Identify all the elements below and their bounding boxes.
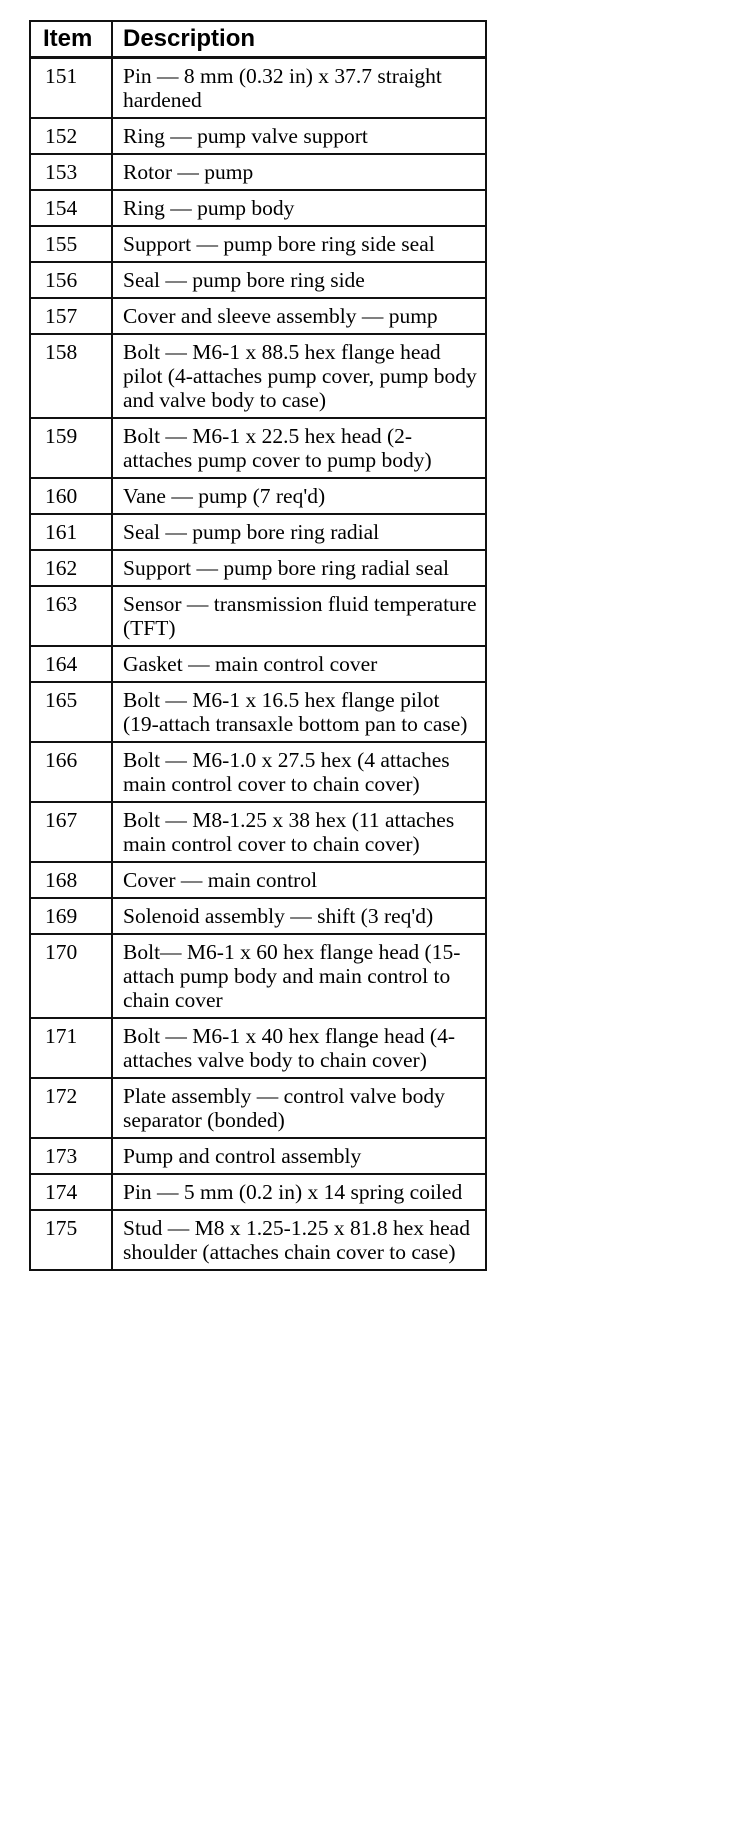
item-number-cell: 168 xyxy=(30,862,112,898)
description-cell: Solenoid assembly — shift (3 req'd) xyxy=(112,898,486,934)
item-number-cell: 158 xyxy=(30,334,112,418)
item-number-cell: 173 xyxy=(30,1138,112,1174)
description-cell: Bolt — M6-1 x 88.5 hex flange head pilot (4-attaches pump cover, pump body and valve body to case) xyxy=(112,334,486,418)
item-number-cell: 165 xyxy=(30,682,112,742)
item-number-cell: 163 xyxy=(30,586,112,646)
item-number-cell: 175 xyxy=(30,1210,112,1270)
table-row xyxy=(30,586,486,646)
item-number-cell: 153 xyxy=(30,154,112,190)
item-number-cell: 152 xyxy=(30,118,112,154)
description-cell: Bolt — M6-1 x 16.5 hex flange pilot (19-attach transaxle bottom pan to case) xyxy=(112,682,486,742)
description-cell: Rotor — pump xyxy=(112,154,486,190)
table-row xyxy=(30,898,486,934)
table-row xyxy=(30,646,486,682)
item-number-cell: 172 xyxy=(30,1078,112,1138)
table-row xyxy=(30,190,486,226)
item-number-cell: 156 xyxy=(30,262,112,298)
description-cell: Support — pump bore ring side seal xyxy=(112,226,486,262)
description-cell: Ring — pump valve support xyxy=(112,118,486,154)
table-row xyxy=(30,550,486,586)
description-cell: Bolt — M8-1.25 x 38 hex (11 attaches main control cover to chain cover) xyxy=(112,802,486,862)
description-cell: Pin — 8 mm (0.32 in) x 37.7 straight hardened xyxy=(112,58,486,119)
description-cell: Cover and sleeve assembly — pump xyxy=(112,298,486,334)
table-row xyxy=(30,1174,486,1210)
item-number-cell: 166 xyxy=(30,742,112,802)
table-row xyxy=(30,334,486,418)
item-number-cell: 159 xyxy=(30,418,112,478)
description-cell: Bolt — M6-1 x 22.5 hex head (2-attaches pump cover to pump body) xyxy=(112,418,486,478)
table-row xyxy=(30,1018,486,1078)
description-cell: Bolt — M6-1 x 40 hex flange head (4-attaches valve body to chain cover) xyxy=(112,1018,486,1078)
table-row xyxy=(30,58,486,119)
table-row xyxy=(30,862,486,898)
description-cell: Ring — pump body xyxy=(112,190,486,226)
item-number-cell: 174 xyxy=(30,1174,112,1210)
description-cell: Pin — 5 mm (0.2 in) x 14 spring coiled xyxy=(112,1174,486,1210)
item-number-cell: 171 xyxy=(30,1018,112,1078)
table-row xyxy=(30,154,486,190)
description-cell: Pump and control assembly xyxy=(112,1138,486,1174)
table-row xyxy=(30,478,486,514)
table-row xyxy=(30,934,486,1018)
item-number-cell: 167 xyxy=(30,802,112,862)
item-number-cell: 170 xyxy=(30,934,112,1018)
table-row xyxy=(30,118,486,154)
table-row xyxy=(30,226,486,262)
table-row xyxy=(30,1138,486,1174)
column-header-item: Item xyxy=(30,21,112,58)
item-number-cell: 161 xyxy=(30,514,112,550)
description-cell: Bolt— M6-1 x 60 hex flange head (15-attach pump body and main control to chain cover xyxy=(112,934,486,1018)
description-cell: Plate assembly — control valve body separator (bonded) xyxy=(112,1078,486,1138)
table-row xyxy=(30,1078,486,1138)
item-number-cell: 157 xyxy=(30,298,112,334)
description-cell: Sensor — transmission fluid temperature (TFT) xyxy=(112,586,486,646)
description-cell: Seal — pump bore ring radial xyxy=(112,514,486,550)
table-row xyxy=(30,514,486,550)
table-row xyxy=(30,418,486,478)
item-number-cell: 151 xyxy=(30,58,112,119)
item-number-cell: 162 xyxy=(30,550,112,586)
column-header-description: Description xyxy=(112,21,486,58)
description-cell: Cover — main control xyxy=(112,862,486,898)
parts-table xyxy=(29,20,487,1271)
table-row xyxy=(30,802,486,862)
table-header-row xyxy=(30,21,486,58)
item-number-cell: 155 xyxy=(30,226,112,262)
table-row xyxy=(30,262,486,298)
description-cell: Gasket — main control cover xyxy=(112,646,486,682)
table-row xyxy=(30,298,486,334)
item-number-cell: 164 xyxy=(30,646,112,682)
item-number-cell: 169 xyxy=(30,898,112,934)
description-cell: Seal — pump bore ring side xyxy=(112,262,486,298)
table-row xyxy=(30,1210,486,1270)
description-cell: Stud — M8 x 1.25-1.25 x 81.8 hex head shoulder (attaches chain cover to case) xyxy=(112,1210,486,1270)
description-cell: Bolt — M6-1.0 x 27.5 hex (4 attaches main control cover to chain cover) xyxy=(112,742,486,802)
table-row xyxy=(30,682,486,742)
item-number-cell: 154 xyxy=(30,190,112,226)
description-cell: Support — pump bore ring radial seal xyxy=(112,550,486,586)
item-number-cell: 160 xyxy=(30,478,112,514)
parts-table-body xyxy=(30,58,486,1271)
table-row xyxy=(30,742,486,802)
description-cell: Vane — pump (7 req'd) xyxy=(112,478,486,514)
